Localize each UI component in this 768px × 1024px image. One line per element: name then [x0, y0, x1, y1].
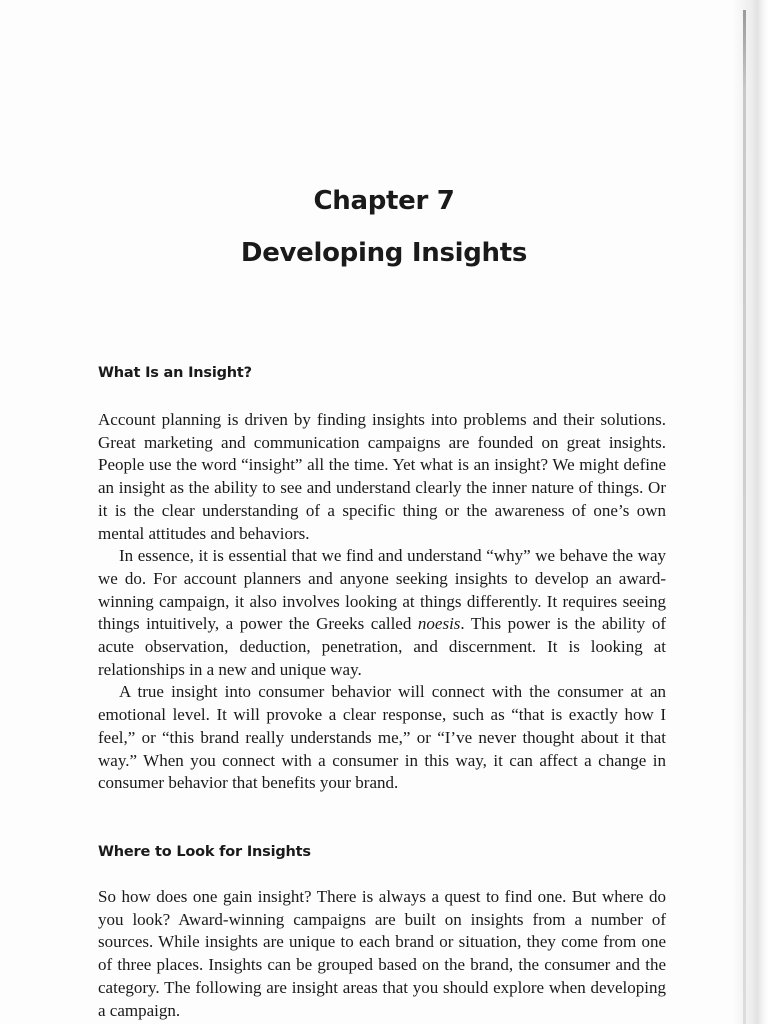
section-heading-where-to-look: Where to Look for Insights [98, 844, 311, 860]
chapter-title: Developing Insights [240, 238, 528, 268]
section-body-what-is-insight [98, 409, 666, 795]
paragraph [98, 545, 666, 681]
section-heading-what-is-insight: What Is an Insight? [98, 365, 252, 381]
paragraph: Account planning is driven by finding insights into problems and their solutions. Great marketing and communication campaigns are founded on great insights. People use the word “insight” all the time. Yet what is an insight? We might define an insight as the ability to see and understand clearly the inner nature of things. Or it is the clear understanding of a specific thing or the awareness of one’s own mental attitudes and behaviors. [98, 410, 666, 543]
page-spine-edge [743, 10, 746, 1024]
italic-term: noesis [417, 614, 461, 634]
paragraph: So how does one gain insight? There is always a quest to find one. But where do you look? Award-winning campaigns are built on insights from a number of sources. While insights are unique to each brand or situation, they come from one of three places. Insights can be grouped based on the brand, the consumer and the category. The following are insight areas that you should explore when developing a campaign. [98, 887, 666, 1020]
section-body-where-to-look [98, 886, 666, 1022]
paragraph: A true insight into consumer behavior will connect with the consumer at an emotional level. It will provoke a clear response, such as “that is exactly how I feel,” or “this brand really understands me,” or “I’ve never thought about it that way.” When you connect with a consumer in this way, it can affect a change in consumer behavior that benefits your brand. [98, 682, 666, 793]
page-spine-shadow [732, 0, 768, 1024]
paragraph-text: . This power is the ability of acute observation, deduction, penetration, and discernment. It is looking at relationships in a new and unique way. [98, 614, 667, 679]
paragraph-text: In essence, it is essential that we find and understand “why” we behave the way we do. For account planners and anyone seeking insights to develop an award-winning campaign, it also involves looking at things differently. It requires seeing things intuitively, a power the Greeks called [98, 546, 666, 634]
chapter-number: Chapter 7 [313, 186, 455, 216]
